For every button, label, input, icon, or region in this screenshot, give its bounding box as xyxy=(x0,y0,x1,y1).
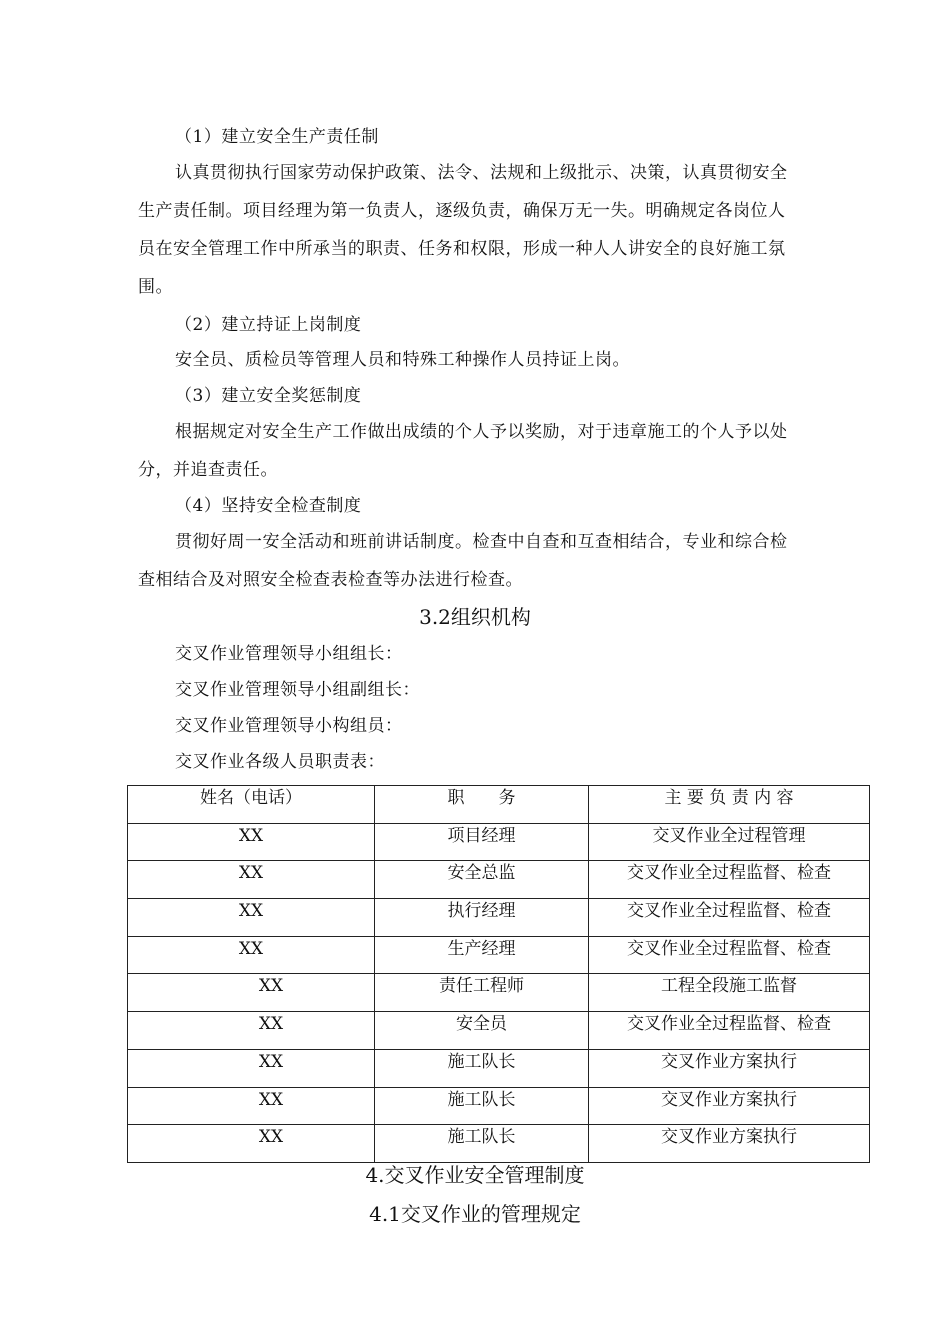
cell-name: XX xyxy=(128,899,375,937)
cell-position: 执行经理 xyxy=(375,899,589,937)
cell-responsibility: 交叉作业方案执行 xyxy=(589,1087,870,1125)
header-position: 职 务 xyxy=(375,786,589,824)
cell-name-text: XX xyxy=(258,1051,284,1072)
paragraph-line: 贯彻好周一安全活动和班前讲话制度。检查中自查和互查相结合，专业和综合检 xyxy=(175,532,788,552)
section-4-1-heading: 4.1交叉作业的管理规定 xyxy=(369,1202,581,1226)
cell-name: XX xyxy=(128,861,375,899)
cell-responsibility: 交叉作业全过程监督、检查 xyxy=(589,936,870,974)
table-row xyxy=(128,1012,870,1050)
section-3-title: （3）建立安全奖惩制度 xyxy=(175,386,362,406)
paragraph-line: 分，并追查责任。 xyxy=(138,460,278,480)
cell-name xyxy=(128,1012,375,1050)
cell-position: 施工队长 xyxy=(375,1125,589,1163)
table-row xyxy=(128,936,870,974)
section-4-title: （4）坚持安全检查制度 xyxy=(175,496,362,516)
paragraph-line: 查相结合及对照安全检查表检查等办法进行检查。 xyxy=(138,570,523,590)
cell-position: 生产经理 xyxy=(375,936,589,974)
org-heading: 3.2组织机构 xyxy=(419,605,531,629)
paragraph-line: 安全员、质检员等管理人员和特殊工种操作人员持证上岗。 xyxy=(175,350,630,370)
cell-name xyxy=(128,1049,375,1087)
cell-name-text: XX xyxy=(258,1014,284,1035)
cell-position: 施工队长 xyxy=(375,1087,589,1125)
table-row xyxy=(128,1087,870,1125)
cell-name: XX xyxy=(128,823,375,861)
table-row xyxy=(128,823,870,861)
table-row xyxy=(128,899,870,937)
section-1-title: （1）建立安全生产责任制 xyxy=(175,127,379,147)
paragraph-line: 员在安全管理工作中所承当的职责、任务和权限，形成一种人人讲安全的良好施工氛 xyxy=(138,239,786,259)
cell-responsibility: 工程全段施工监督 xyxy=(589,974,870,1012)
cell-name-text: XX xyxy=(258,1089,284,1110)
org-line-members: 交叉作业管理领导小构组员： xyxy=(175,716,403,736)
cell-name xyxy=(128,1087,375,1125)
cell-responsibility: 交叉作业全过程管理 xyxy=(589,823,870,861)
cell-responsibility: 交叉作业方案执行 xyxy=(589,1125,870,1163)
header-responsibility: 主 要 负 责 内 容 xyxy=(589,786,870,824)
table-header-row xyxy=(128,786,870,824)
section-2-title: （2）建立持证上岗制度 xyxy=(175,315,362,335)
org-line-deputy: 交叉作业管理领导小组副组长： xyxy=(175,680,420,700)
paragraph-line: 围。 xyxy=(138,277,173,297)
cell-responsibility: 交叉作业方案执行 xyxy=(589,1049,870,1087)
paragraph-line: 生产责任制。项目经理为第一负责人，逐级负责，确保万无一失。明确规定各岗位人 xyxy=(138,201,786,221)
cell-position: 安全总监 xyxy=(375,861,589,899)
paragraph-line: 根据规定对安全生产工作做出成绩的个人予以奖励，对于违章施工的个人予以处 xyxy=(175,422,788,442)
cell-position: 责任工程师 xyxy=(375,974,589,1012)
cell-name xyxy=(128,974,375,1012)
cell-name: XX xyxy=(128,936,375,974)
cell-name-text: XX xyxy=(258,1127,284,1148)
header-name-phone: 姓名（电话） xyxy=(128,786,375,824)
org-line-leader: 交叉作业管理领导小组组长： xyxy=(175,644,403,664)
cell-name xyxy=(128,1125,375,1163)
table-row xyxy=(128,861,870,899)
section-4-heading: 4.交叉作业安全管理制度 xyxy=(365,1163,585,1187)
cell-responsibility: 交叉作业全过程监督、检查 xyxy=(589,1012,870,1050)
cell-responsibility: 交叉作业全过程监督、检查 xyxy=(589,861,870,899)
paragraph-line: 认真贯彻执行国家劳动保护政策、法令、法规和上级批示、决策，认真贯彻安全 xyxy=(175,163,788,183)
table-row xyxy=(128,1125,870,1163)
duties-table xyxy=(127,785,870,1163)
cell-name-text: XX xyxy=(258,976,284,997)
org-line-table-caption: 交叉作业各级人员职责表： xyxy=(175,752,385,772)
cell-position: 施工队长 xyxy=(375,1049,589,1087)
cell-position: 安全员 xyxy=(375,1012,589,1050)
table-row xyxy=(128,1049,870,1087)
cell-position: 项目经理 xyxy=(375,823,589,861)
cell-responsibility: 交叉作业全过程监督、检查 xyxy=(589,899,870,937)
table-row xyxy=(128,974,870,1012)
